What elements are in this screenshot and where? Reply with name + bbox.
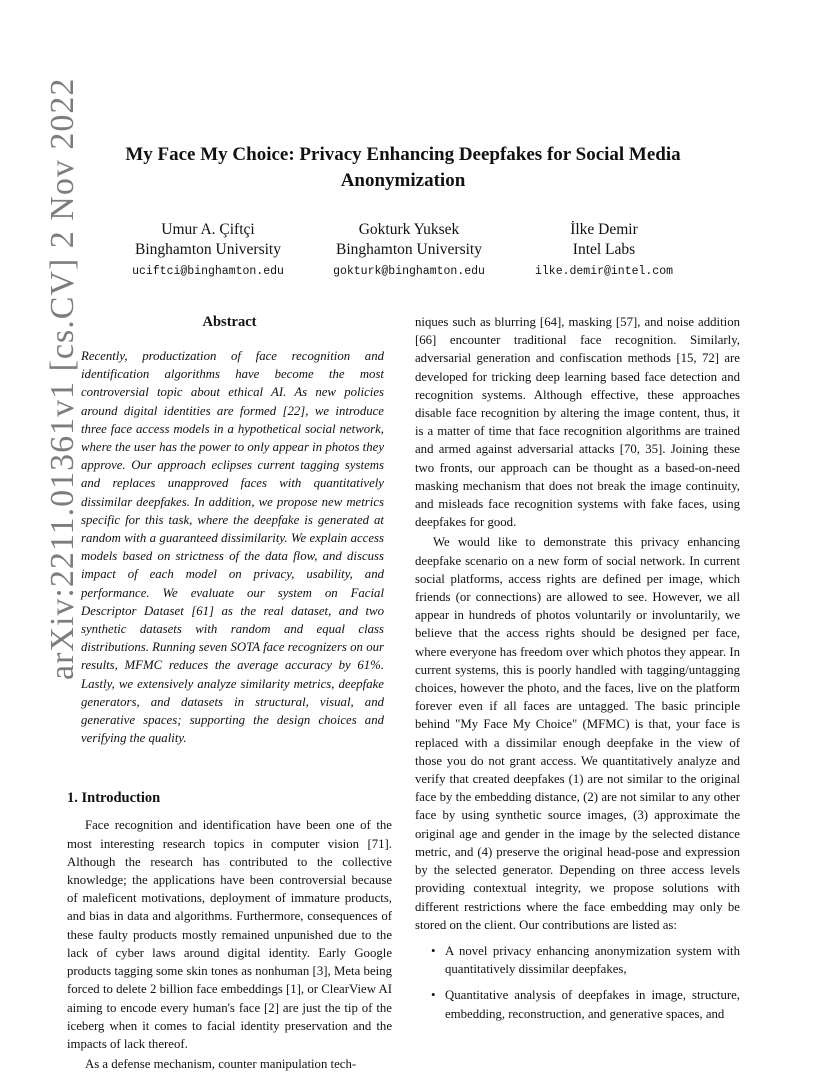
- list-item-text: Quantitative analysis of deepfakes in image, structure, embedding, reconstruction, and generative spaces, and: [445, 988, 740, 1021]
- right-column: [415, 313, 740, 1031]
- author-email[interactable]: ilke.demir@intel.com: [534, 265, 674, 278]
- bullet-icon: •: [431, 988, 436, 1003]
- abstract-text: Recently, productization of face recognition and identification algorithms have become the most controversial topic about ethical AI. As new policies around digital identities are formed [22], we introduce three face access models in a hypothetical social network, where the user has the power to only appear in photos they approve. Our approach eclipses current tagging systems and replaces unapproved faces with quantitatively dissimilar deepfakes. In addition, we propose new metrics specific for this task, where the deepfake is generated at random with a guaranteed dissimilarity. We explain access models based on strictness of the data flow, and discuss impact of each model on privacy, usability, and performance. We evaluate our system on Facial Descriptor Dataset [61] as the real dataset, and two synthetic datasets with random and equal class distributions. Running seven SOTA face recognizers on our results, MFMC reduces the average accuracy by 61%. Lastly, we extensively analyze similarity metrics, deepfake generators, and datasets in structural, visual, and generative spaces; supporting the design choices and verifying the quality.: [81, 349, 384, 746]
- intro-paragraph-2-continued: niques such as blurring [64], masking [57], and noise addition [66] encounter traditional face recognition. Similarly, adversarial generation and confiscation methods [15, 72] are developed for tricking deep learning based face detection and recognition systems. Although effective, these approaches disable face recognition by altering the image content, thus, it is a matter of time that face recognition algorithms are trained and armed against adversarial attacks [70, 35]. Joining these two fronts, our approach can be thought as a based-on-need masking mechanism that does not break the image continuity, and misleads face recognition systems with fake faces, using deepfakes for good.: [415, 315, 740, 530]
- contributions-list: [415, 942, 740, 1023]
- bullet-icon: •: [431, 943, 436, 958]
- abstract-heading: Abstract: [202, 314, 257, 330]
- author-affiliation: Binghamton University: [135, 241, 281, 258]
- author-name: Gokturk Yuksek: [358, 221, 460, 238]
- author-affiliation: Binghamton University: [336, 241, 482, 258]
- list-item-text: A novel privacy enhancing anonymization system with quantitatively dissimilar deepfakes,: [445, 943, 740, 977]
- list-item: [431, 986, 740, 1022]
- left-column: [67, 313, 392, 1073]
- intro-paragraph-2-start: As a defense mechanism, counter manipulation tech-: [85, 1057, 357, 1072]
- author-block-2: [299, 220, 519, 283]
- author-email[interactable]: gokturk@binghamton.edu: [333, 265, 485, 278]
- author-block-3: [494, 220, 714, 283]
- introduction-heading: 1. Introduction: [67, 790, 161, 807]
- author-affiliation: Intel Labs: [572, 241, 636, 258]
- intro-paragraph-1: Face recognition and identification have been one of the most interesting research topics in computer vision [71]. Although the research has contributed to the collective knowledge; the applications have been controversial because of maleficent motivations, deployment of immature products, and bias in data and algorithms. Furthermore, consequences of these faulty products mostly remained unpunished due to the lack of cyber laws around digital identity. Early Google products tagging some skin tones as nonhuman [3], Meta being forced to delete 2 billion face embeddings [1], or ClearView AI aiming to encode every human's face [2] are just the tip of the iceberg when it comes to facial identity preservation and the impacts of lack thereof.: [67, 818, 392, 1051]
- author-block-1: [98, 220, 318, 283]
- arxiv-identifier: arXiv:2211.01361v1 [cs.CV] 2 Nov 2022: [44, 77, 81, 680]
- author-name: İlke Demir: [570, 221, 638, 238]
- author-name: Umur A. Çiftçi: [161, 221, 255, 238]
- paper-title: My Face My Choice: Privacy Enhancing Deepfakes for Social Media Anonymization: [125, 144, 681, 191]
- list-item: [431, 942, 740, 978]
- author-email[interactable]: uciftci@binghamton.edu: [132, 265, 284, 278]
- intro-paragraph-3: We would like to demonstrate this privacy enhancing deepfake scenario on a new form of social network. In current social platforms, access rights are defined per image, which friends (or connections) are allowed to see. However, we all appear in hundreds of photos voluntarily or involuntarily, we believe that the access rights should be designed per face, where everyone has freedom over which photos they appear. In current systems, this is poorly handled with tagging/untagging choices, however the photo, and the faces, live on the platform forever even if all faces are untagged. The basic principle behind "My Face My Choice" (MFMC) is that, your face is replaced with a dissimilar enough deepfake in the view of those you do not grant access. We quantitatively analyze and verify that created deepfakes (1) are not similar to the original face by the embedding distance, (2) are not similar to any other face by using synthetic source images, (3) approximate the original age and gender in the image by the selected distance metric, and (4) preserve the original head-pose and expression by the selected generator. Depending on three access levels providing contextual integrity, we propose solutions with different restrictions where the face embedding may only be stored on the client. Our contributions are listed as:: [415, 535, 740, 932]
